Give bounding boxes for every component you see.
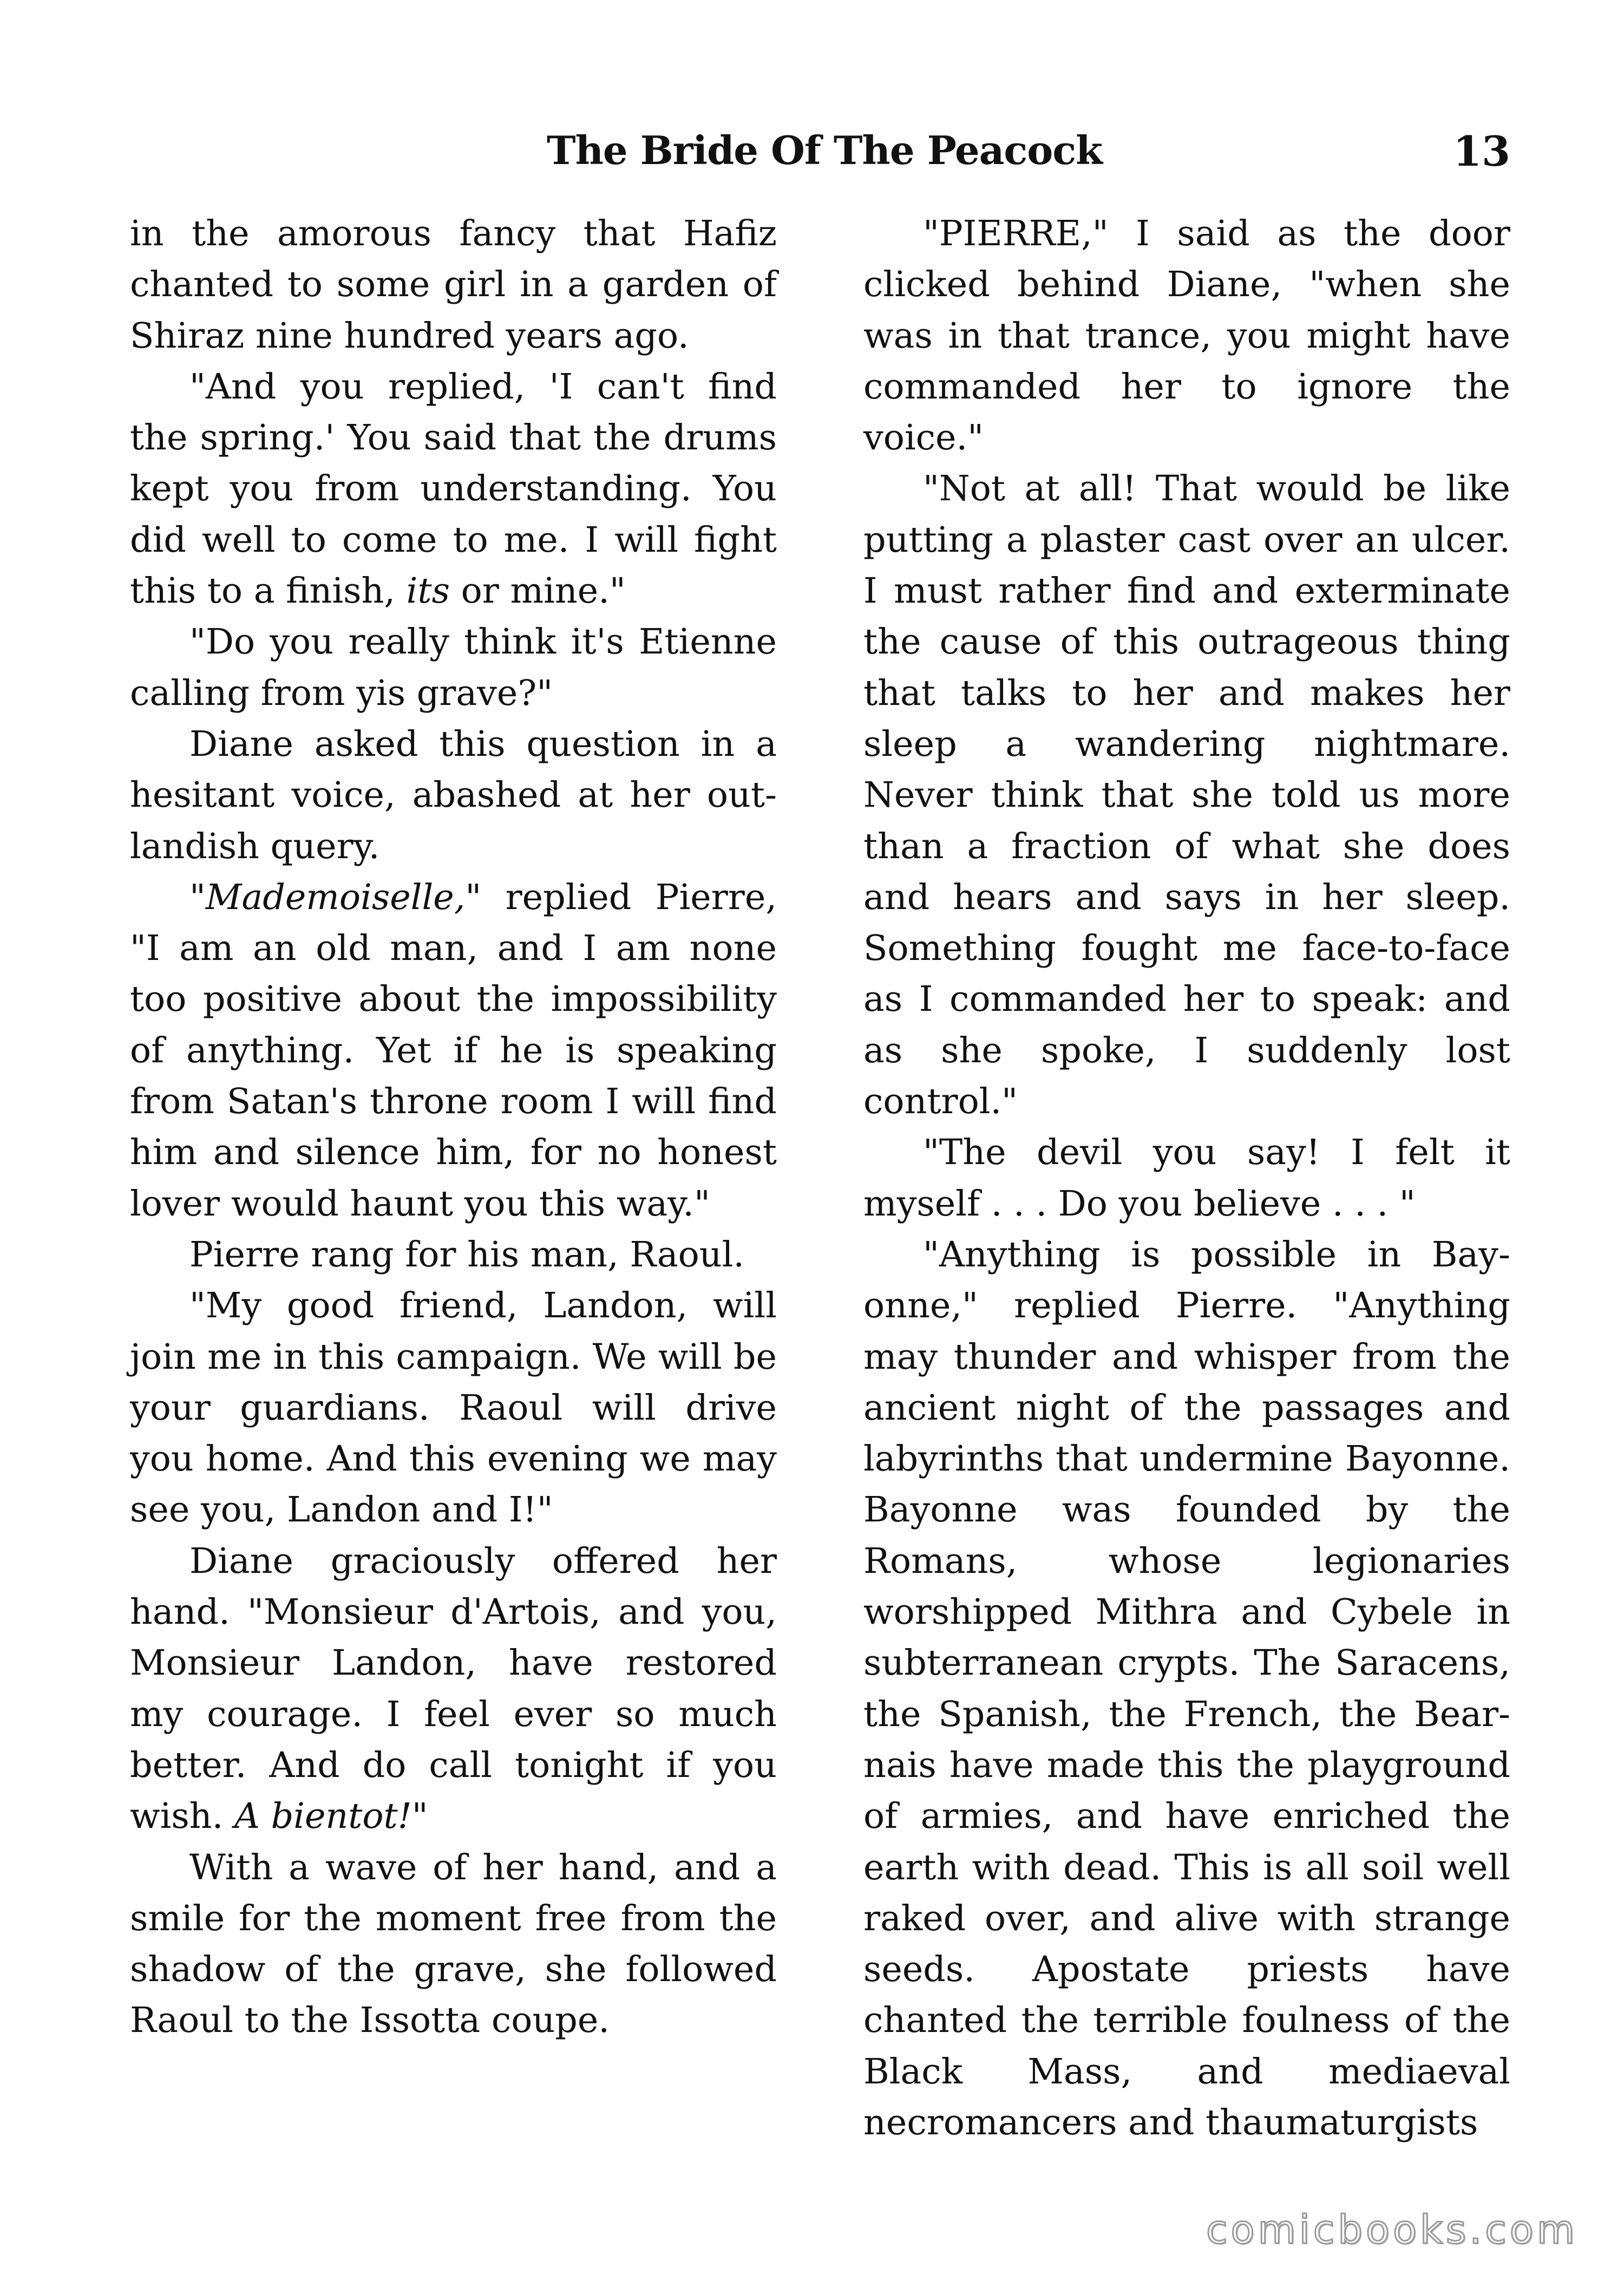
paragraph-text: "The devil you say! I felt it myself . . . Do you believe . . . " — [863, 1132, 1510, 1224]
paragraph — [130, 362, 777, 617]
italic-text: its — [406, 571, 450, 612]
paragraph-text: Diane asked this question in a hesitant voice, abashed at her outlandish query. — [130, 723, 777, 867]
paragraph — [863, 208, 1510, 463]
italic-text: A bientot!" — [234, 1796, 428, 1837]
paragraph-text: "My good friend, Landon, will join me in this campaign. We will be your guardians. Raoul will drive you home. And this evening we may see you, Landon and I!" — [130, 1285, 777, 1531]
watermark: comicbooks.com — [1206, 2207, 1578, 2252]
paragraph — [130, 1280, 777, 1535]
paragraph-text: or mine." — [449, 571, 626, 612]
paragraph-text: "Do you really think it's Etienne calling from yis grave?" — [130, 622, 777, 714]
paragraph — [130, 719, 777, 872]
paragraph-text: With a wave of her hand, and a smile for the moment free from the shadow of the grave, she followed Raoul to the Issotta coupe. — [130, 1847, 777, 2041]
paragraph-text: "And you replied, 'I can't find the spring.' You said that the drums kept you from understanding. You did well to come to me. I will fight this to a finish, — [130, 366, 777, 612]
right-column — [863, 208, 1510, 2148]
paragraph-text: "Not at all! That would be like putting a plaster cast over an ulcer. I must rather find and exterminate the cause of this outrageous thing that talks to her and makes her sleep a wandering nightmare. Never think that she told us more than a fraction of what she does and hears and says in her sleep. Something fought me face-to-face as I commanded her to speak: and as she spoke, I suddenly lost control." — [863, 468, 1510, 1122]
paragraph-text: in the amorous fancy that Hafiz chanted to some girl in a garden of Shiraz nine hundred years ago. — [130, 213, 777, 356]
left-column — [130, 208, 777, 2047]
paragraph — [130, 872, 777, 1230]
paragraph — [863, 1230, 1510, 2148]
paragraph-text: Pierre rang for his man, Raoul. — [189, 1234, 745, 1275]
paragraph — [863, 463, 1510, 1127]
paragraph — [863, 1127, 1510, 1230]
paragraph — [130, 1230, 777, 1280]
paragraph — [130, 617, 777, 719]
paragraph-text: "Anything is possible in Bayonne," replied Pierre. "Anything may thunder and whisper from the ancient night of the passages and labyrinths that undermine Bayonne. Bayonne was founded by the Romans, whose legionaries worshipped Mithra and Cybele in subterranean crypts. The Saracens, the Spanish, the French, the Bearnais have made this the playground of armies, and have enriched the earth with dead. This is all soil well raked over, and alive with strange seeds. Apostate priests have chanted the terrible foulness of the Black Mass, and mediaeval necromancers and thaumaturgists — [863, 1234, 1510, 2143]
paragraph-text: "PIERRE," I said as the door clicked behind Diane, "when she was in that trance, you might have commanded her to ignore the voice." — [863, 213, 1510, 459]
italic-text: "Mademoiselle," — [189, 877, 482, 918]
paragraph — [130, 208, 777, 362]
running-title: The Bride Of The Peacock — [547, 127, 1102, 173]
paragraph-text: replied Pierre, "I am an old man, and I am none too positive about the impossibility of anything. Yet if he is speaking from Satan's throne room I will find him and silence him, for no honest lover would haunt you this way." — [130, 877, 777, 1224]
page-number: 13 — [1453, 127, 1510, 175]
paragraph — [130, 1536, 777, 1842]
paragraph — [130, 1842, 777, 2047]
paragraph-text: Diane graciously offered her hand. "Monsieur d'Artois, and you, Monsieur Landon, have restored my courage. I feel ever so much better. And do call tonight if you wish. — [130, 1540, 777, 1837]
